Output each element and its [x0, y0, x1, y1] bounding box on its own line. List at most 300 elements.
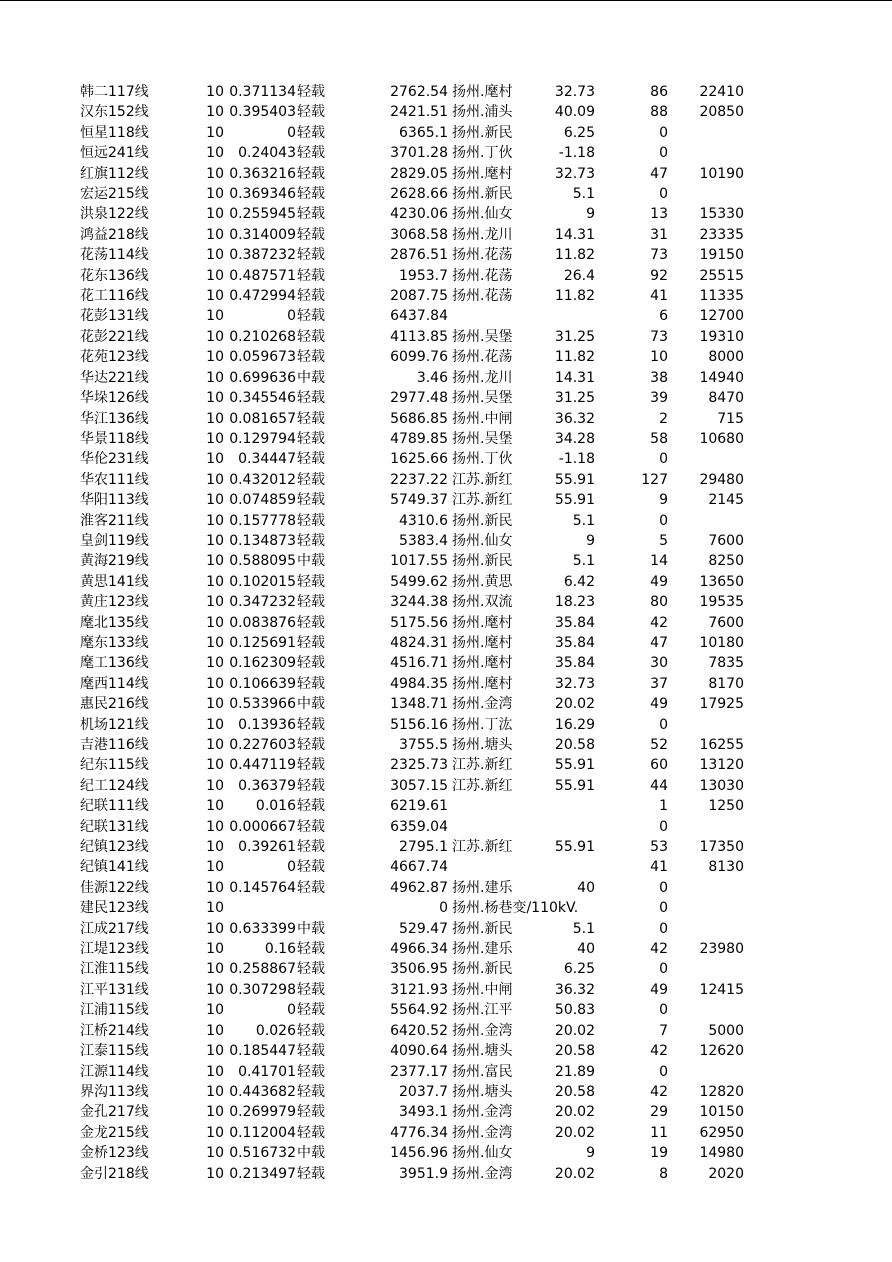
count-cell: 0: [659, 1063, 668, 1080]
value-cell: 55.91: [554, 471, 595, 488]
load-ratio-cell: 0.081657: [229, 410, 296, 427]
line-name-cell: 鸿益218线: [80, 226, 149, 243]
capacity-cell: 4667.74: [390, 859, 448, 876]
voltage-cell: 10: [206, 553, 224, 570]
table-row: [0, 511, 892, 531]
count-cell: 0: [659, 961, 668, 978]
count-cell: 0: [659, 145, 668, 162]
load-status-cell: 轻载: [297, 981, 325, 998]
kva-cell: 13120: [699, 757, 744, 774]
table-row: [0, 694, 892, 714]
table-row: [0, 327, 892, 347]
voltage-cell: 10: [206, 1063, 224, 1080]
value-cell: 32.73: [554, 84, 595, 100]
line-name-cell: 江泰115线: [80, 1043, 149, 1060]
substation-cell: 扬州.富民: [452, 1063, 513, 1080]
table-row: [0, 572, 892, 592]
line-name-cell: 麾东133线: [80, 634, 149, 651]
line-name-cell: 江堤123线: [80, 941, 149, 958]
voltage-cell: 10: [206, 777, 224, 794]
count-cell: 49: [650, 696, 668, 713]
capacity-cell: 4230.06: [390, 206, 448, 223]
substation-cell: 扬州.吴堡: [452, 430, 513, 447]
kva-cell: 25515: [699, 267, 744, 284]
load-ratio-cell: 0.185447: [229, 1043, 296, 1060]
line-name-cell: 黄海219线: [80, 553, 149, 570]
line-name-cell: 纪联111线: [80, 798, 149, 815]
voltage-cell: 10: [206, 369, 224, 386]
capacity-cell: 1953.7: [399, 267, 448, 284]
line-name-cell: 金龙215线: [80, 1124, 149, 1141]
capacity-cell: 5686.85: [390, 410, 448, 427]
voltage-cell: 10: [206, 981, 224, 998]
count-cell: 1: [659, 798, 668, 815]
capacity-cell: 6437.84: [390, 308, 448, 325]
voltage-cell: 10: [206, 573, 224, 590]
voltage-cell: 10: [206, 757, 224, 774]
substation-cell: 扬州.丁伙: [452, 145, 513, 162]
kva-cell: 62950: [699, 1124, 744, 1141]
line-name-cell: 麾工136线: [80, 655, 149, 672]
voltage-cell: 10: [206, 1104, 224, 1121]
value-cell: 20.02: [554, 1104, 595, 1121]
substation-cell: 扬州.新民: [452, 124, 513, 141]
line-name-cell: 建民123线: [80, 900, 149, 917]
table-row: [0, 1041, 892, 1061]
line-name-cell: 华伦231线: [80, 451, 149, 468]
table-row: [0, 449, 892, 469]
substation-cell: 扬州.建乐: [452, 941, 513, 958]
voltage-cell: 10: [206, 492, 224, 509]
substation-cell: 扬州.塘头: [452, 1043, 513, 1060]
load-status-cell: 中载: [297, 920, 325, 937]
count-cell: 41: [650, 288, 668, 305]
count-cell: 42: [650, 1043, 668, 1060]
kva-cell: 10680: [699, 430, 744, 447]
voltage-cell: 10: [206, 84, 224, 100]
load-status-cell: 中载: [297, 696, 325, 713]
load-status-cell: 轻载: [297, 1022, 325, 1039]
value-cell: 55.91: [554, 777, 595, 794]
table-row: [0, 817, 892, 837]
voltage-cell: 10: [206, 696, 224, 713]
load-status-cell: 轻载: [297, 451, 325, 468]
load-ratio-cell: 0.157778: [229, 512, 296, 529]
count-cell: 73: [650, 328, 668, 345]
substation-cell: 扬州.塘头: [452, 1083, 513, 1100]
load-status-cell: 轻载: [297, 145, 325, 162]
load-ratio-cell: 0.447119: [229, 757, 296, 774]
count-cell: 0: [659, 920, 668, 937]
value-cell: 20.58: [554, 1083, 595, 1100]
capacity-cell: 2762.54: [390, 84, 448, 100]
value-cell: 20.02: [554, 696, 595, 713]
line-name-cell: 洪泉122线: [80, 206, 149, 223]
table-row: [0, 1164, 892, 1184]
value-cell: 5.1: [572, 186, 595, 203]
count-cell: 92: [650, 267, 668, 284]
count-cell: 38: [650, 369, 668, 386]
value-cell: 20.02: [554, 1165, 595, 1182]
capacity-cell: 5156.16: [390, 716, 448, 733]
table-row: [0, 715, 892, 735]
line-name-cell: 黄思141线: [80, 573, 149, 590]
load-ratio-cell: 0.307298: [229, 981, 296, 998]
load-status-cell: 轻载: [297, 1104, 325, 1121]
kva-cell: 7600: [708, 614, 744, 631]
substation-cell: 扬州.龙川: [452, 369, 513, 386]
substation-cell: 扬州.中闸: [452, 981, 513, 998]
load-ratio-cell: 0.258867: [229, 961, 296, 978]
capacity-cell: 4310.6: [399, 512, 448, 529]
top-border-rule: [0, 0, 892, 1]
voltage-cell: 10: [206, 1124, 224, 1141]
line-name-cell: 花荡114线: [80, 247, 149, 264]
table-row: [0, 939, 892, 959]
value-cell: 36.32: [554, 981, 595, 998]
table-row: [0, 164, 892, 184]
load-status-cell: 轻载: [297, 471, 325, 488]
load-ratio-cell: 0.213497: [229, 1165, 296, 1182]
load-ratio-cell: 0: [287, 859, 296, 876]
load-status-cell: 轻载: [297, 165, 325, 182]
value-cell: 20.02: [554, 1124, 595, 1141]
value-cell: 14.31: [554, 369, 595, 386]
voltage-cell: 10: [206, 451, 224, 468]
load-status-cell: 轻载: [297, 594, 325, 611]
substation-cell: 扬州.仙女: [452, 532, 513, 549]
count-cell: 2: [659, 410, 668, 427]
voltage-cell: 10: [206, 349, 224, 366]
table-row: [0, 82, 892, 102]
voltage-cell: 10: [206, 1145, 224, 1162]
load-status-cell: 轻载: [297, 879, 325, 896]
voltage-cell: 10: [206, 288, 224, 305]
substation-cell: 扬州.丁伙: [452, 451, 513, 468]
substation-cell: 扬州.花荡: [452, 267, 513, 284]
capacity-cell: 4966.34: [390, 941, 448, 958]
substation-cell: 扬州.丁汯: [452, 716, 513, 733]
count-cell: 30: [650, 655, 668, 672]
substation-cell: 扬州.吴堡: [452, 390, 513, 407]
count-cell: 44: [650, 777, 668, 794]
substation-cell: 扬州.麾村: [452, 84, 513, 100]
load-ratio-cell: 0.588095: [229, 553, 296, 570]
voltage-cell: 10: [206, 390, 224, 407]
capacity-cell: 6365.1: [399, 124, 448, 141]
capacity-cell: 1456.96: [390, 1145, 448, 1162]
capacity-cell: 4984.35: [390, 675, 448, 692]
voltage-cell: 10: [206, 941, 224, 958]
load-ratio-cell: 0.371134: [229, 84, 296, 100]
capacity-cell: 5749.37: [390, 492, 448, 509]
load-status-cell: 轻载: [297, 492, 325, 509]
capacity-cell: 5564.92: [390, 1002, 448, 1019]
value-cell: 35.84: [554, 614, 595, 631]
table-row: [0, 143, 892, 163]
load-ratio-cell: 0.269979: [229, 1104, 296, 1121]
value-cell: 55.91: [554, 839, 595, 856]
capacity-cell: 3506.95: [390, 961, 448, 978]
load-status-cell: 轻载: [297, 328, 325, 345]
voltage-cell: 10: [206, 818, 224, 835]
line-name-cell: 花工116线: [80, 288, 149, 305]
count-cell: 42: [650, 614, 668, 631]
voltage-cell: 10: [206, 328, 224, 345]
substation-cell: 扬州.新民: [452, 920, 513, 937]
load-status-cell: 中载: [297, 553, 325, 570]
load-status-cell: 轻载: [297, 961, 325, 978]
count-cell: 10: [650, 349, 668, 366]
line-name-cell: 红旗112线: [80, 165, 149, 182]
table-row: [0, 225, 892, 245]
kva-cell: 23335: [699, 226, 744, 243]
load-ratio-cell: 0.345546: [229, 390, 296, 407]
count-cell: 6: [659, 308, 668, 325]
capacity-cell: 5175.56: [390, 614, 448, 631]
table-row: [0, 1102, 892, 1122]
capacity-cell: 529.47: [399, 920, 448, 937]
value-cell: 5.1: [572, 920, 595, 937]
count-cell: 8: [659, 1165, 668, 1182]
value-cell: 18.23: [554, 594, 595, 611]
count-cell: 0: [659, 512, 668, 529]
value-cell: 55.91: [554, 757, 595, 774]
line-name-cell: 金引218线: [80, 1165, 149, 1182]
value-cell: 40: [577, 879, 595, 896]
kva-cell: 8170: [708, 675, 744, 692]
line-name-cell: 花彭131线: [80, 308, 149, 325]
capacity-cell: 4962.87: [390, 879, 448, 896]
count-cell: 0: [659, 879, 668, 896]
substation-cell: 江苏.新红: [452, 777, 513, 794]
count-cell: 73: [650, 247, 668, 264]
substation-cell: 江苏.新红: [452, 839, 513, 856]
substation-cell: 扬州.杨巷变/110kV.: [452, 900, 579, 917]
load-status-cell: 轻载: [297, 206, 325, 223]
count-cell: 0: [659, 451, 668, 468]
value-cell: 16.29: [554, 716, 595, 733]
load-status-cell: 轻载: [297, 308, 325, 325]
count-cell: 0: [659, 186, 668, 203]
line-name-cell: 纪镇123线: [80, 839, 149, 856]
kva-cell: 22410: [699, 84, 744, 100]
table-row: [0, 919, 892, 939]
table-row: [0, 266, 892, 286]
kva-cell: 12415: [699, 981, 744, 998]
line-name-cell: 汉东152线: [80, 104, 149, 121]
table-row: [0, 755, 892, 775]
load-status-cell: 中载: [297, 369, 325, 386]
kva-cell: 12620: [699, 1043, 744, 1060]
load-ratio-cell: 0.387232: [229, 247, 296, 264]
capacity-cell: 4776.34: [390, 1124, 448, 1141]
value-cell: -1.18: [558, 451, 595, 468]
count-cell: 14: [650, 553, 668, 570]
value-cell: 5.1: [572, 512, 595, 529]
voltage-cell: 10: [206, 1022, 224, 1039]
load-ratio-cell: 0.24043: [238, 145, 296, 162]
table-row: [0, 837, 892, 857]
kva-cell: 15330: [699, 206, 744, 223]
line-name-cell: 江浦115线: [80, 1002, 149, 1019]
substation-cell: 扬州.黄思: [452, 573, 513, 590]
load-status-cell: 轻载: [297, 512, 325, 529]
value-cell: 35.84: [554, 634, 595, 651]
load-ratio-cell: 0.016: [255, 798, 296, 815]
load-status-cell: 轻载: [297, 1083, 325, 1100]
line-name-cell: 金孔217线: [80, 1104, 149, 1121]
count-cell: 88: [650, 104, 668, 121]
value-cell: 11.82: [554, 349, 595, 366]
table-row: [0, 1143, 892, 1163]
table-row: [0, 1062, 892, 1082]
line-name-cell: 华达221线: [80, 369, 149, 386]
kva-cell: 715: [717, 410, 744, 427]
load-status-cell: 轻载: [297, 777, 325, 794]
capacity-cell: 4113.85: [390, 328, 448, 345]
value-cell: 40: [577, 941, 595, 958]
table-row: [0, 429, 892, 449]
kva-cell: 19535: [699, 594, 744, 611]
load-ratio-cell: 0.314009: [229, 226, 296, 243]
voltage-cell: 10: [206, 267, 224, 284]
substation-cell: 扬州.吴堡: [452, 328, 513, 345]
value-cell: 20.02: [554, 1022, 595, 1039]
count-cell: 0: [659, 1002, 668, 1019]
capacity-cell: 3244.38: [390, 594, 448, 611]
substation-cell: 扬州.新民: [452, 186, 513, 203]
load-status-cell: 轻载: [297, 634, 325, 651]
count-cell: 42: [650, 1083, 668, 1100]
load-ratio-cell: 0.16: [264, 941, 296, 958]
voltage-cell: 10: [206, 247, 224, 264]
capacity-cell: 2876.51: [390, 247, 448, 264]
load-ratio-cell: 0.516732: [229, 1145, 296, 1162]
line-name-cell: 纪镇141线: [80, 859, 149, 876]
voltage-cell: 10: [206, 145, 224, 162]
capacity-cell: 6359.04: [390, 818, 448, 835]
substation-cell: 扬州.双流: [452, 594, 513, 611]
substation-cell: 扬州.金湾: [452, 1124, 513, 1141]
count-cell: 49: [650, 981, 668, 998]
substation-cell: 扬州.麾村: [452, 165, 513, 182]
count-cell: 11: [650, 1124, 668, 1141]
line-name-cell: 华阳113线: [80, 492, 149, 509]
line-name-cell: 金桥123线: [80, 1145, 149, 1162]
table-row: [0, 184, 892, 204]
value-cell: 11.82: [554, 247, 595, 264]
line-name-cell: 纪东115线: [80, 757, 149, 774]
load-status-cell: 轻载: [297, 1002, 325, 1019]
kva-cell: 8130: [708, 859, 744, 876]
count-cell: 13: [650, 206, 668, 223]
value-cell: 9: [586, 1145, 595, 1162]
table-row: [0, 796, 892, 816]
line-name-cell: 佳源122线: [80, 879, 149, 896]
load-status-cell: 轻载: [297, 124, 325, 141]
kva-cell: 13030: [699, 777, 744, 794]
voltage-cell: 10: [206, 634, 224, 651]
capacity-cell: 3701.28: [390, 145, 448, 162]
voltage-cell: 10: [206, 1002, 224, 1019]
kva-cell: 8250: [708, 553, 744, 570]
load-ratio-cell: 0.472994: [229, 288, 296, 305]
count-cell: 5: [659, 532, 668, 549]
line-name-cell: 纪工124线: [80, 777, 149, 794]
load-ratio-cell: 0.36379: [238, 777, 296, 794]
load-ratio-cell: 0: [287, 308, 296, 325]
kva-cell: 8000: [708, 349, 744, 366]
capacity-cell: 6420.52: [390, 1022, 448, 1039]
capacity-cell: 1017.55: [390, 553, 448, 570]
load-status-cell: 轻载: [297, 675, 325, 692]
capacity-cell: 2628.66: [390, 186, 448, 203]
count-cell: 41: [650, 859, 668, 876]
count-cell: 86: [650, 84, 668, 100]
load-ratio-cell: 0.255945: [229, 206, 296, 223]
line-name-cell: 机场121线: [80, 716, 149, 733]
table-row: [0, 286, 892, 306]
load-ratio-cell: 0: [287, 124, 296, 141]
load-status-cell: 轻载: [297, 247, 325, 264]
capacity-cell: 2829.05: [390, 165, 448, 182]
voltage-cell: 10: [206, 1083, 224, 1100]
count-cell: 0: [659, 124, 668, 141]
table-row: [0, 490, 892, 510]
table-row: [0, 857, 892, 877]
kva-cell: 2020: [708, 1165, 744, 1182]
voltage-cell: 10: [206, 512, 224, 529]
line-name-cell: 惠民216线: [80, 696, 149, 713]
value-cell: 34.28: [554, 430, 595, 447]
capacity-cell: 2377.17: [390, 1063, 448, 1080]
line-name-cell: 淮客211线: [80, 512, 149, 529]
load-ratio-cell: 0.129794: [229, 430, 296, 447]
substation-cell: 扬州.浦头: [452, 104, 513, 121]
substation-cell: 江苏.新红: [452, 471, 513, 488]
count-cell: 9: [659, 492, 668, 509]
value-cell: 31.25: [554, 390, 595, 407]
count-cell: 127: [641, 471, 668, 488]
substation-cell: 扬州.金湾: [452, 696, 513, 713]
line-name-cell: 宏运215线: [80, 186, 149, 203]
capacity-cell: 4789.85: [390, 430, 448, 447]
kva-cell: 1250: [708, 798, 744, 815]
load-status-cell: 轻载: [297, 839, 325, 856]
line-name-cell: 吉港116线: [80, 737, 149, 753]
voltage-cell: 10: [206, 471, 224, 488]
table-row: [0, 980, 892, 1000]
substation-cell: 扬州.仙女: [452, 206, 513, 223]
value-cell: 55.91: [554, 492, 595, 509]
kva-cell: 7835: [708, 655, 744, 672]
table-row: [0, 959, 892, 979]
table-row: [0, 123, 892, 143]
capacity-cell: 2237.22: [390, 471, 448, 488]
spreadsheet-table: [0, 82, 892, 1184]
load-status-cell: 轻载: [297, 818, 325, 835]
substation-cell: 扬州.新民: [452, 553, 513, 570]
count-cell: 0: [659, 818, 668, 835]
voltage-cell: 10: [206, 655, 224, 672]
substation-cell: 扬州.塘头: [452, 737, 513, 753]
count-cell: 37: [650, 675, 668, 692]
substation-cell: 扬州.龙川: [452, 226, 513, 243]
kva-cell: 19310: [699, 328, 744, 345]
value-cell: 9: [586, 206, 595, 223]
load-status-cell: 轻载: [297, 716, 325, 733]
